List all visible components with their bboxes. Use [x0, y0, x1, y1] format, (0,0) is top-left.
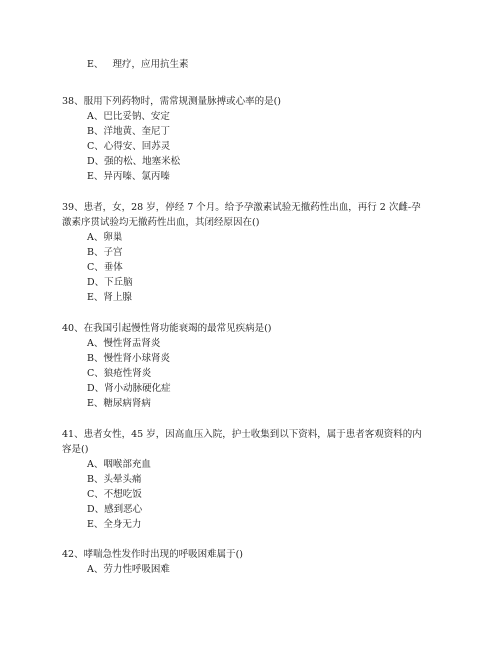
- question-40-option-d: D、肾小动脉硬化症: [87, 383, 171, 394]
- question-38-option-a: A、巴比妥钠、安定: [87, 111, 170, 122]
- question-text: 哮喘急性发作时出现的呼吸困难属于(): [83, 549, 244, 560]
- option-text: 理疗，应用抗生素: [112, 59, 189, 70]
- question-38-option-e: E、异丙嗪、氯丙嗪: [87, 171, 170, 182]
- question-39-option-c: C、垂体: [87, 262, 123, 273]
- question-38-option-c: C、心得安、回苏灵: [87, 141, 171, 152]
- question-39-option-b: B、子宫: [87, 247, 123, 258]
- question-39-option-e: E、肾上腺: [87, 292, 132, 303]
- question-42-stem: [62, 548, 243, 561]
- question-40-option-e: E、糖尿病肾病: [87, 398, 151, 409]
- question-39-option-a: A、卵巢: [87, 232, 123, 243]
- option-e-prev: [87, 58, 188, 71]
- question-41-option-a: A、咽喉部充血: [87, 459, 151, 470]
- question-39-stem-cont: 激素序贯试验均无撤药性出血，其闭经原因在(): [62, 217, 260, 228]
- question-text: 患者，女，28 岁，停经 7 个月。给予孕激素试验无撤药性出血，再行 2 次雌-孕: [83, 202, 421, 213]
- question-number: 42、: [62, 549, 84, 560]
- question-41-option-d: D、感到恶心: [87, 504, 143, 515]
- question-number: 38、: [62, 96, 84, 107]
- question-40-stem: [62, 322, 272, 335]
- question-39-stem: [62, 201, 421, 214]
- question-40-option-b: B、慢性肾小球肾炎: [87, 353, 170, 364]
- option-letter: E、: [87, 59, 104, 70]
- question-39-option-d: D、下丘脑: [87, 277, 133, 288]
- question-41-option-c: C、不想吃饭: [87, 489, 142, 500]
- question-42-option-a: A、劳力性呼吸困难: [87, 564, 170, 575]
- question-41-stem: [62, 428, 422, 441]
- question-text: 在我国引起慢性肾功能衰竭的最常见疾病是(): [83, 323, 272, 334]
- question-41-option-b: B、头晕头痛: [87, 474, 142, 485]
- question-41-stem-cont: 容是(): [62, 444, 89, 455]
- question-text: 服用下列药物时，需常规测量脉搏或心率的是(): [83, 96, 282, 107]
- question-38-option-b: B、洋地黄、奎尼丁: [87, 126, 170, 137]
- question-text: 患者女性，45 岁，因高血压入院，护士收集到以下资料，属于患者客观资料的内: [83, 429, 422, 440]
- question-40-option-c: C、狼疮性肾炎: [87, 368, 152, 379]
- question-number: 41、: [62, 429, 84, 440]
- question-40-option-a: A、慢性肾盂肾炎: [87, 338, 161, 349]
- question-number: 39、: [62, 202, 84, 213]
- question-number: 40、: [62, 323, 84, 334]
- question-41-option-e: E、全身无力: [87, 519, 142, 530]
- question-38-stem: [62, 95, 281, 108]
- question-38-option-d: D、强的松、地塞米松: [87, 156, 181, 167]
